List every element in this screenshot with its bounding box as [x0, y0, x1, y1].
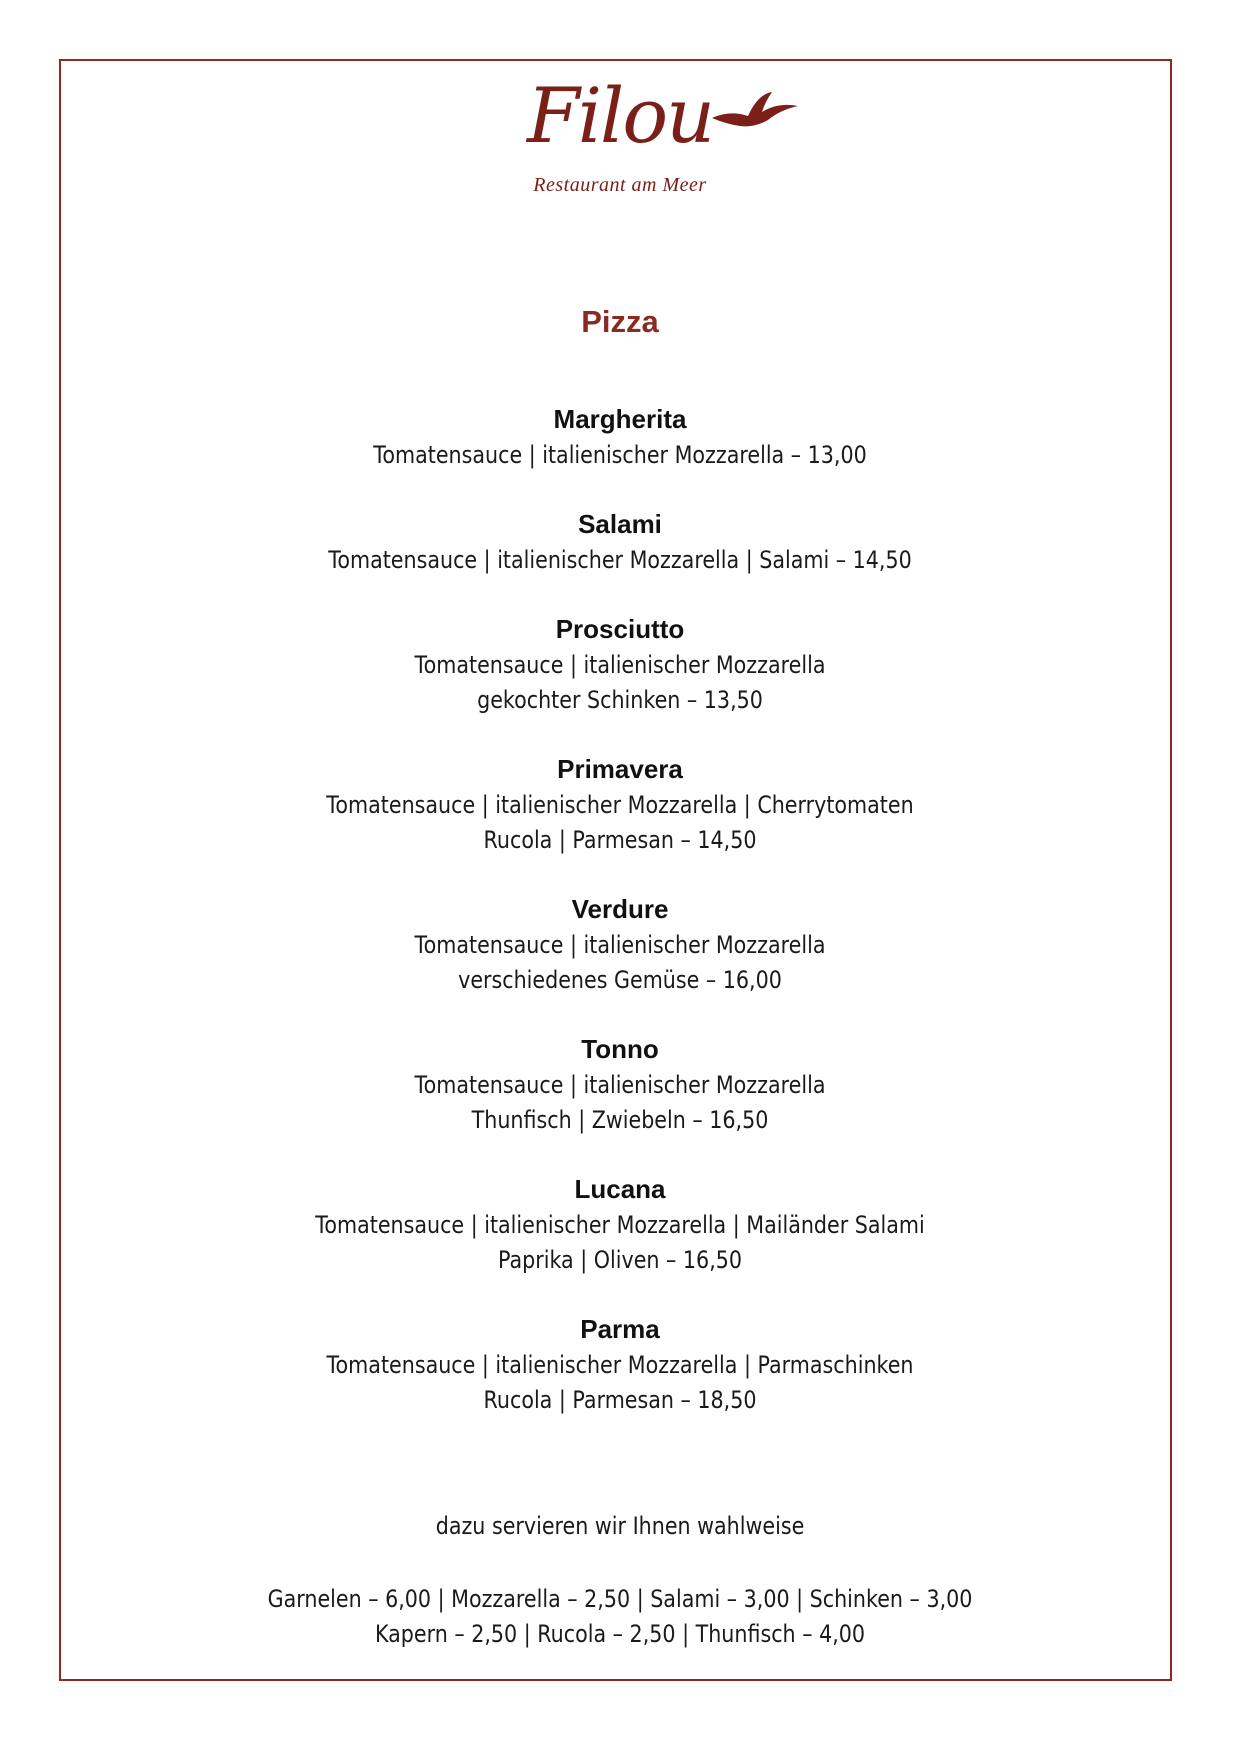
- seagull-icon: [710, 88, 800, 138]
- item-name: Salami: [578, 509, 662, 539]
- item-description: Rucola | Parmesan – 14,50: [483, 826, 757, 854]
- item-description: Tomatensauce | italienischer Mozzarella – 13,00: [373, 441, 867, 469]
- menu-item: [59, 400, 1181, 505]
- logo-wordmark: Filou: [526, 71, 714, 160]
- menu-item: [59, 1170, 1181, 1310]
- item-name: Lucana: [574, 1174, 666, 1204]
- logo-subtitle: Restaurant am Meer: [533, 174, 707, 196]
- item-name: Tonno: [581, 1034, 659, 1064]
- item-name: Margherita: [553, 404, 687, 434]
- item-description: Tomatensauce | italienischer Mozzarella: [414, 931, 826, 959]
- item-description: gekochter Schinken – 13,50: [477, 686, 763, 714]
- item-description: Tomatensauce | italienischer Mozzarella | Salami – 14,50: [328, 546, 912, 574]
- menu-list: [59, 400, 1181, 1450]
- item-name: Primavera: [557, 754, 683, 784]
- extras-intro: dazu servieren wir Ihnen wahlweise: [435, 1512, 805, 1540]
- menu-item: [59, 505, 1181, 610]
- item-description: Tomatensauce | italienischer Mozzarella | Parmaschinken: [326, 1351, 914, 1379]
- item-name: Prosciutto: [555, 614, 685, 644]
- item-description: Tomatensauce | italienischer Mozzarella: [414, 1071, 826, 1099]
- menu-item: [59, 890, 1181, 1030]
- item-description: verschiedenes Gemüse – 16,00: [458, 966, 782, 994]
- restaurant-logo: [440, 71, 800, 208]
- item-name: Verdure: [571, 894, 669, 924]
- section-title: Pizza: [581, 304, 659, 339]
- menu-item: [59, 610, 1181, 750]
- menu-item: [59, 1030, 1181, 1170]
- menu-item: [59, 750, 1181, 890]
- extras-list: [59, 1582, 1181, 1652]
- menu-item: [59, 1310, 1181, 1450]
- item-description: Rucola | Parmesan – 18,50: [483, 1386, 757, 1414]
- extras-line: Garnelen – 6,00 | Mozzarella – 2,50 | Salami – 3,00 | Schinken – 3,00: [267, 1585, 973, 1613]
- extras-line: Kapern – 2,50 | Rucola – 2,50 | Thunfisch – 4,00: [374, 1620, 866, 1648]
- item-description: Tomatensauce | italienischer Mozzarella | Mailänder Salami: [315, 1211, 925, 1239]
- item-description: Paprika | Oliven – 16,50: [497, 1246, 743, 1274]
- item-description: Tomatensauce | italienischer Mozzarella | Cherrytomaten: [326, 791, 914, 819]
- item-description: Tomatensauce | italienischer Mozzarella: [414, 651, 826, 679]
- item-name: Parma: [580, 1314, 660, 1344]
- item-description: Thunfisch | Zwiebeln – 16,50: [471, 1106, 769, 1134]
